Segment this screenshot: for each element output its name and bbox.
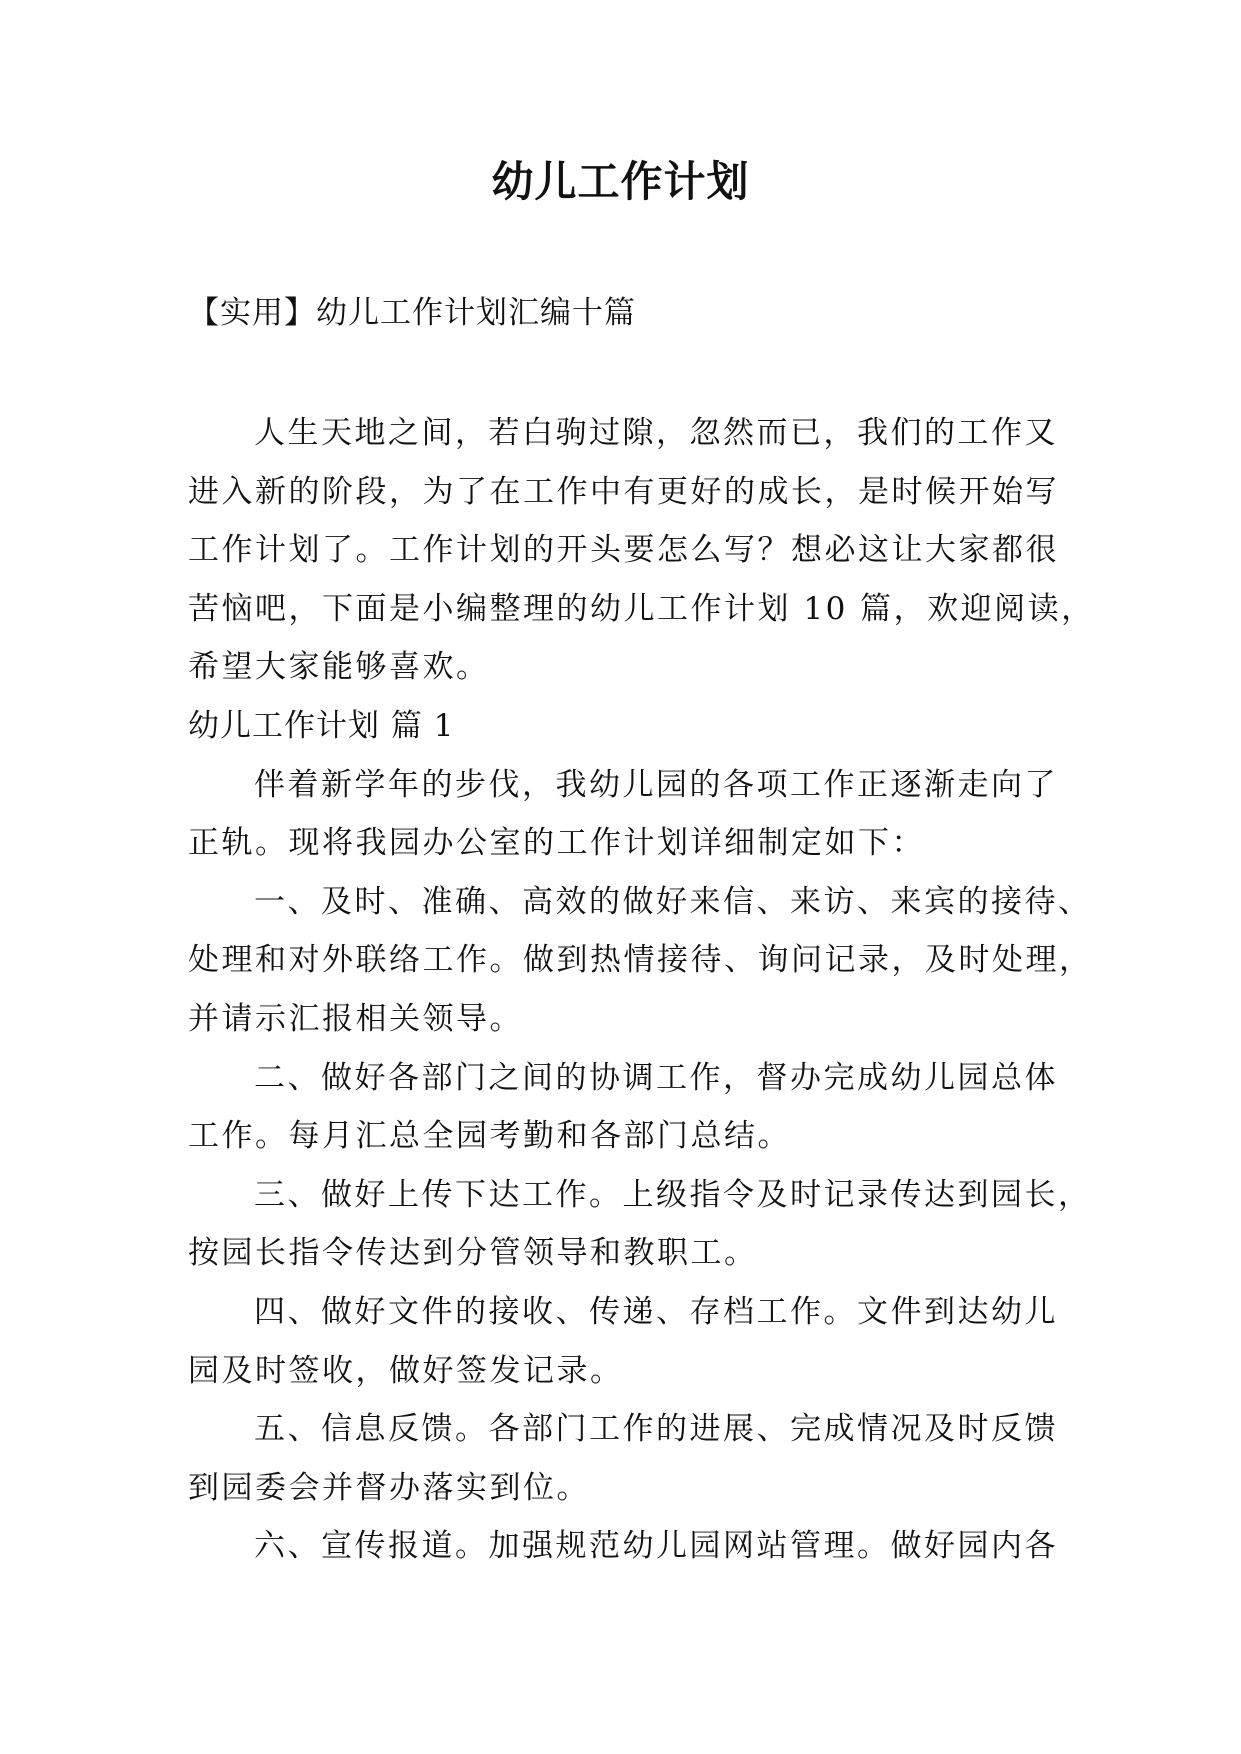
text-line: 正轨。现将我园办公室的工作计划详细制定如下： — [188, 825, 925, 862]
document-subtitle: 【实用】幼儿工作计划汇编十篇 — [188, 295, 636, 331]
text-line: 并请示汇报相关领导。 — [188, 1000, 523, 1037]
text-line: 六、宣传报道。加强规范幼儿园网站管理。做好园内各 — [254, 1528, 1058, 1565]
document-body — [188, 404, 1095, 1576]
text-line: 苦恼吧，下面是小编整理的幼儿工作计划 10 篇，欢迎阅读， — [188, 590, 1095, 627]
text-line: 一、及时、准确、高效的做好来信、来访、来宾的接待、 — [254, 883, 1092, 920]
text-line: 工作计划了。工作计划的开头要怎么写？想必这让大家都很 — [188, 532, 1059, 569]
text-line: 处理和对外联络工作。做到热情接待、询问记录，及时处理， — [188, 942, 1093, 979]
text-line: 伴着新学年的步伐，我幼儿园的各项工作正逐渐走向了 — [254, 766, 1058, 803]
text-line: 到园委会并督办落实到位。 — [188, 1469, 590, 1506]
text-line: 希望大家能够喜欢。 — [188, 649, 490, 686]
text-line: 四、做好文件的接收、传递、存档工作。文件到达幼儿 — [254, 1293, 1058, 1330]
text-line: 按园长指令传达到分管领导和教职工。 — [188, 1235, 758, 1272]
text-line: 工作。每月汇总全园考勤和各部门总结。 — [188, 1118, 791, 1155]
text-line: 人生天地之间，若白驹过隙，忽然而已，我们的工作又 — [254, 415, 1058, 451]
page-title: 幼儿工作计划 — [491, 157, 750, 206]
text-line: 园及时签收，做好签发记录。 — [188, 1352, 624, 1389]
text-line: 二、做好各部门之间的协调工作，督办完成幼儿园总体 — [254, 1059, 1058, 1096]
text-line: 进入新的阶段，为了在工作中有更好的成长，是时候开始写 — [188, 473, 1059, 510]
section-heading: 幼儿工作计划 篇 1 — [188, 707, 455, 744]
text-line: 三、做好上传下达工作。上级指令及时记录传达到园长， — [254, 1176, 1092, 1213]
text-line: 五、信息反馈。各部门工作的进展、完成情况及时反馈 — [254, 1411, 1058, 1448]
